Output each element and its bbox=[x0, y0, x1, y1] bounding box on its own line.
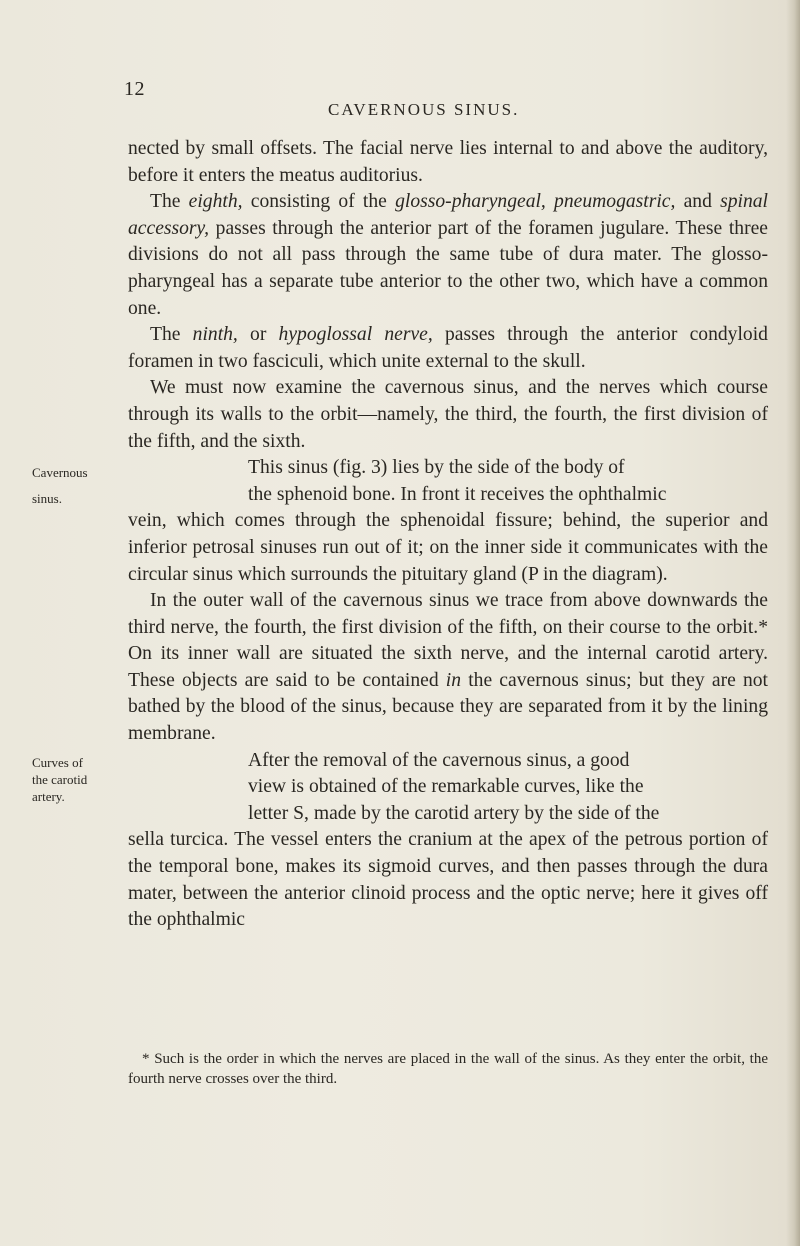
page-number: 12 bbox=[124, 78, 145, 100]
sidenote-line: artery. bbox=[32, 788, 65, 804]
text-run: In the outer wall of the cavernous sinus we trace from above downwards the third nerve, the fourth, the first division of the fifth, on their course to the orbit.* On its inner wall are situated the sixth nerve, and the internal carotid artery. These objects are said to be contained bbox=[128, 590, 768, 691]
text-run: passes through the anterior condyloid foramen in two fasciculi, which unite external to the skull. bbox=[128, 324, 768, 372]
paragraph-with-sidenote bbox=[32, 748, 768, 934]
italic-term: in bbox=[445, 669, 462, 691]
sidenote-line: the carotid bbox=[32, 771, 88, 787]
text-run: The bbox=[150, 191, 189, 213]
paragraph-line bbox=[128, 801, 768, 828]
paragraph bbox=[128, 588, 768, 748]
paragraph bbox=[128, 136, 768, 189]
paragraph bbox=[128, 375, 768, 455]
text-run: and bbox=[675, 191, 721, 213]
text-run: sella turcica. The vessel enters the cranium at the apex of the petrous portion of the temporal bone, makes its sigmoid curves, and then passes through the dura mater, between the anterior clinoid process and the optic nerve; here it gives off the ophthalmic bbox=[128, 829, 768, 931]
page-header bbox=[0, 78, 800, 136]
running-title: CAVERNOUS SINUS. bbox=[328, 100, 520, 119]
sidenote-curves-of-carotid bbox=[32, 754, 87, 805]
italic-term: ninth, bbox=[192, 324, 238, 346]
sidenote-cavernous-sinus bbox=[32, 460, 88, 512]
footnote-text: * Such is the order in which the nerves are placed in the wall of the sinus. As they enter the orbit, the fourth nerve crosses over the third. bbox=[128, 1051, 768, 1087]
text-run: After the removal of the cavernous sinus, a good bbox=[248, 749, 630, 771]
footnote bbox=[128, 1049, 768, 1089]
text-run: letter S, made by the carotid artery by the side of the bbox=[248, 802, 660, 824]
paragraph bbox=[128, 189, 768, 322]
text-run: nected by small offsets. The facial nerve lies internal to and above the auditory, before it enters the meatus auditorius. bbox=[128, 138, 768, 186]
text-run: the cavernous sinus; but they are not bathed by the blood of the sinus, because they are separated from it by the lining membrane. bbox=[128, 669, 768, 745]
text-run: the sphenoid bone. In front it receives the ophthalmic bbox=[248, 483, 667, 505]
text-run: We must now examine the cavernous sinus, and the nerves which course through its walls to the orbit—namely, the third, the fourth, the first division of the fifth, and the sixth. bbox=[128, 377, 768, 452]
italic-term: eighth, bbox=[188, 191, 243, 213]
paragraph-with-sidenote bbox=[32, 455, 768, 588]
italic-term: spinal accessory, bbox=[128, 191, 768, 239]
paragraph-line bbox=[128, 748, 768, 775]
text-run: consisting of the bbox=[242, 191, 396, 213]
paragraph bbox=[128, 827, 768, 933]
text-run: passes through the anterior part of the foramen jugulare. These three divisions do not all pass through the same tube of dura mater. The glosso-pharyngeal has a separate tube anterior to the other two, which have a common one. bbox=[128, 217, 768, 319]
page-edge-shadow bbox=[786, 0, 800, 1246]
italic-term: hypoglossal nerve, bbox=[278, 324, 433, 346]
italic-term: glosso-pharyngeal, pneumogastric, bbox=[395, 191, 676, 213]
text-run: or bbox=[237, 324, 279, 346]
paragraph bbox=[128, 322, 768, 375]
sidenote-line: Cavernous bbox=[32, 465, 88, 481]
paragraph-line bbox=[128, 774, 768, 801]
sidenote-line: sinus. bbox=[32, 491, 62, 507]
text-run: view is obtained of the remarkable curves, like the bbox=[248, 776, 644, 798]
paragraph-line bbox=[128, 455, 768, 482]
sidenote-line: Curves of bbox=[32, 754, 83, 770]
paragraph-line bbox=[128, 482, 768, 509]
main-text bbox=[32, 136, 768, 934]
text-run: vein, which comes through the sphenoidal fissure; behind, the superior and inferior petrosal sinuses run out of it; on the inner side it communicates with the circular sinus which surrounds the pituitary gland (P in the diagram). bbox=[128, 510, 768, 585]
text-run: This sinus (fig. 3) lies by the side of the body of bbox=[248, 457, 625, 479]
paragraph bbox=[128, 508, 768, 588]
text-run: The bbox=[150, 324, 193, 346]
